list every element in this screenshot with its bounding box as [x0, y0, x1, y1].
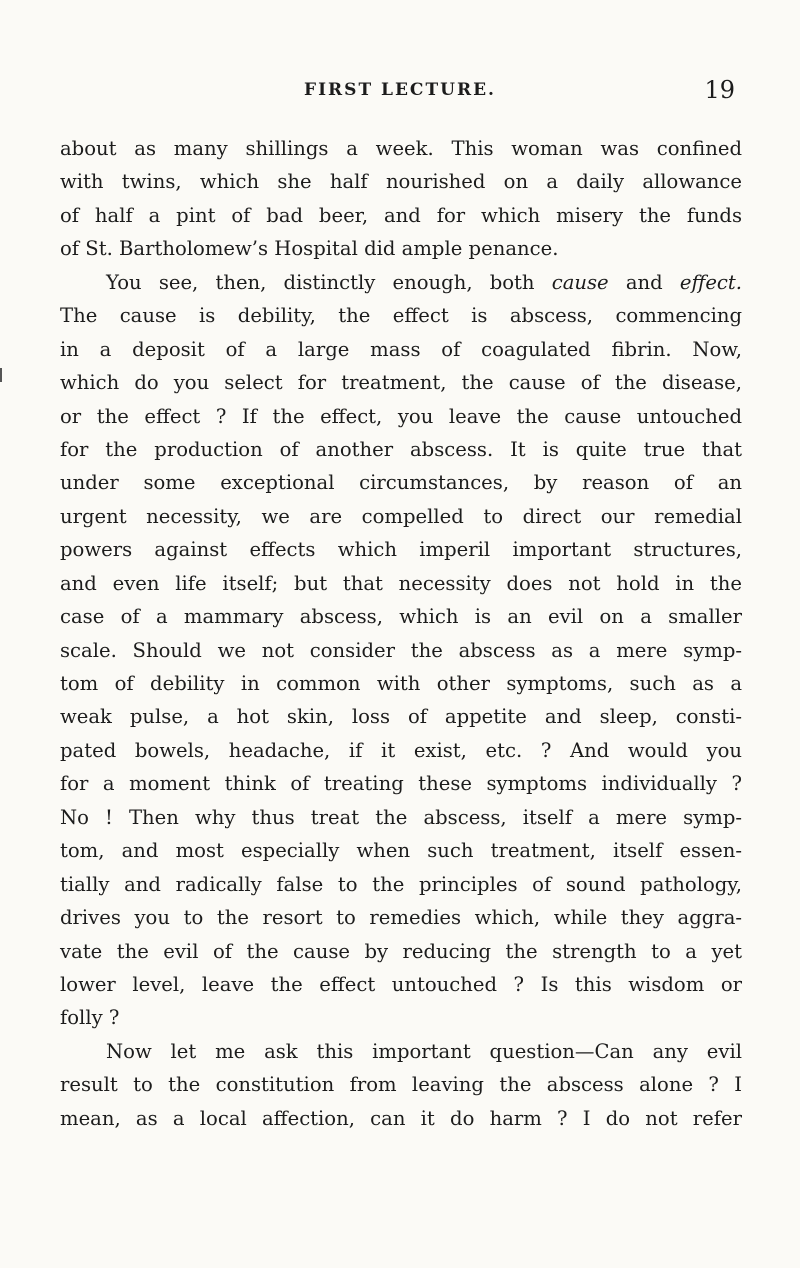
text-line-1: about as many shillings a week. This woman was confined	[60, 137, 742, 160]
page-header	[60, 76, 740, 110]
text-line-11: under some exceptional circumstances, by reason of an	[60, 471, 742, 495]
text-line-15: case of a mammary abscess, which is an evil on a smaller	[60, 605, 742, 629]
text-line-9: or the effect ? If the effect, you leave the cause untouched	[60, 404, 742, 428]
text-line-13: powers against effects which imperil important structures,	[60, 538, 742, 562]
text-line-17: tom of debility in common with other symptoms, such as a	[60, 672, 742, 695]
text-line-2: with twins, which she half nourished on a daily allowance	[60, 170, 742, 194]
text-line-5-start: You see, then, distinctly enough, both	[106, 270, 535, 294]
text-line-24: drives you to the resort to remedies which, while they aggra-	[60, 906, 742, 930]
text-line-19: pated bowels, headache, if it exist, etc. ? And would you	[60, 738, 742, 762]
text-line-8: which do you select for treatment, the cause of the disease,	[60, 371, 742, 395]
text-line-26: lower level, leave the effect untouched ? Is this wisdom or	[60, 972, 742, 996]
text-line-16: scale. Should we not consider the abscess as a mere symp-	[60, 638, 742, 662]
text-line-25: vate the evil of the cause by reducing the strength to a yet	[60, 939, 742, 963]
text-line-27: folly ?	[60, 1006, 120, 1030]
text-line-29: result to the constitution from leaving the abscess alone ? I	[60, 1073, 742, 1097]
text-line-14: and even life itself; but that necessity does not hold in the	[60, 571, 742, 595]
text-line-30: mean, as a local affection, can it do harm ? I do not refer	[60, 1106, 742, 1130]
text-line-18: weak pulse, a hot skin, loss of appetite and sleep, consti-	[60, 705, 742, 729]
text-line-5	[60, 266, 742, 299]
text-line-10: for the production of another abscess. It is quite true that	[60, 437, 742, 461]
text-line-23: tially and radically false to the principles of sound pathology,	[60, 872, 742, 896]
text-line-12: urgent necessity, we are compelled to direct our remedial	[60, 504, 742, 528]
emphasis-effect: effect.	[679, 270, 742, 294]
page-number: 19	[704, 76, 735, 104]
text-line-4: of St. Bartholomew’s Hospital did ample penance.	[60, 237, 559, 261]
text-line-21: No ! Then why thus treat the abscess, itself a mere symp-	[60, 805, 742, 829]
text-line-28: Now let me ask this important question—Can any evil	[106, 1039, 742, 1063]
text-line-7: in a deposit of a large mass of coagulated fibrin. Now,	[60, 337, 742, 361]
text-line-22: tom, and most especially when such treatment, itself essen-	[60, 839, 742, 863]
margin-mark	[0, 368, 2, 382]
text-line-6: The cause is debility, the effect is abscess, commencing	[60, 304, 742, 328]
text-line-3: of half a pint of bad beer, and for which misery the funds	[60, 203, 742, 227]
emphasis-cause: cause	[551, 270, 609, 294]
body-text	[60, 132, 742, 1135]
running-title: FIRST LECTURE.	[304, 80, 496, 100]
text-line-5-and: and	[625, 270, 663, 294]
text-line-20: for a moment think of treating these symptoms individually ?	[60, 772, 742, 796]
